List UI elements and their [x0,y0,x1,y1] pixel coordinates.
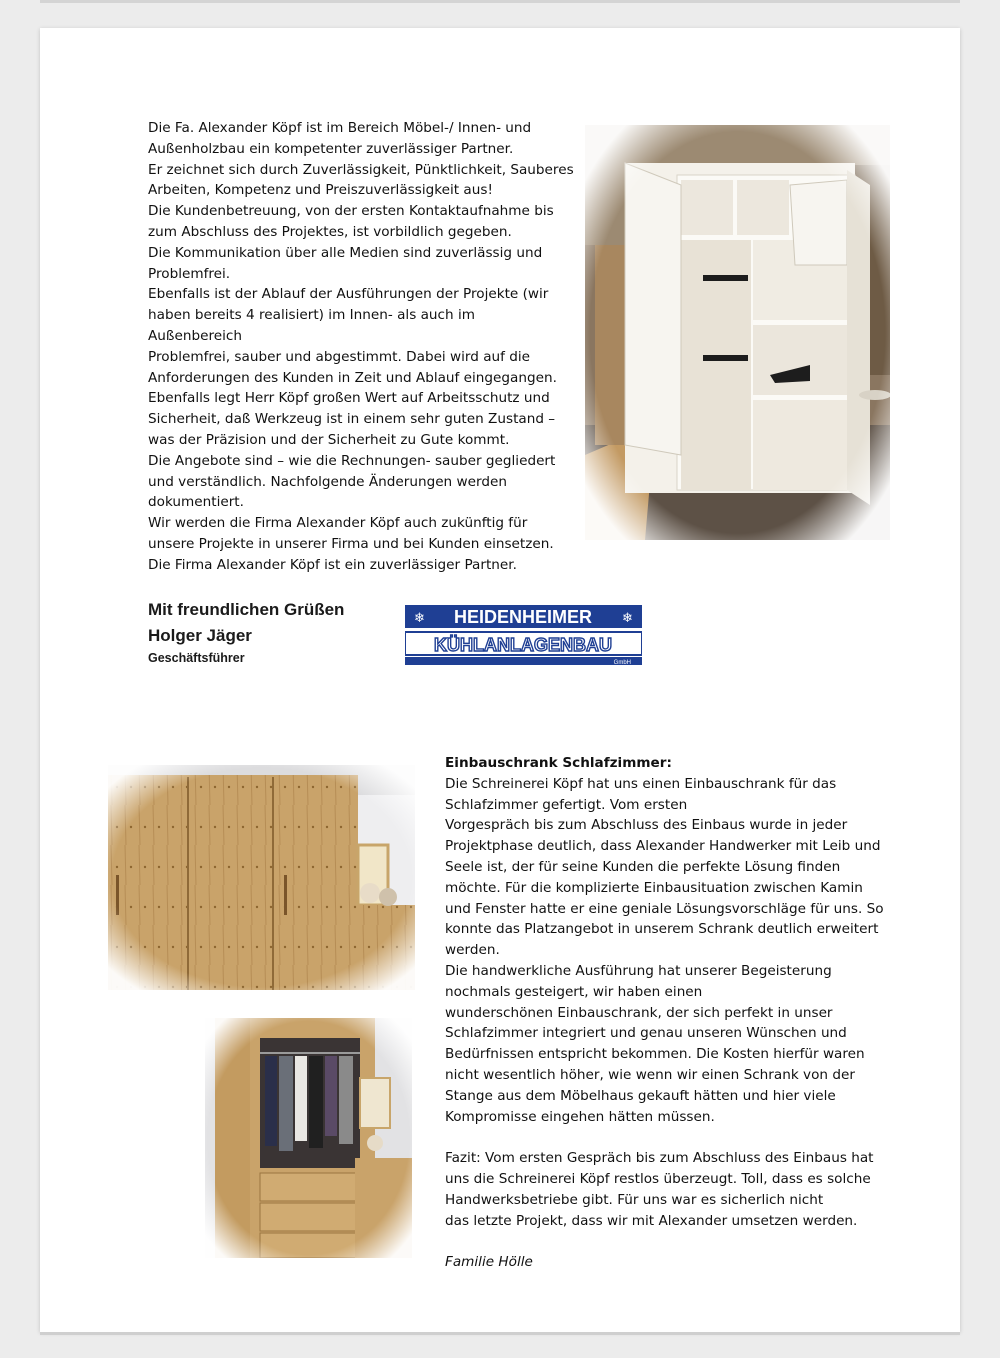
review-line: nicht wesentlich höher, wie wenn wir einen Schrank von der [445,1066,855,1083]
letter-line: Ebenfalls ist der Ablauf der Ausführungen der Projekte (wir [148,286,549,303]
review-line: werden. [445,942,500,959]
letter-line: Sicherheit, daß Werkzeug ist in einem sehr guten Zustand – [148,411,556,428]
review-conclusion-line: das letzte Projekt, dass wir mit Alexander umsetzen werden. [445,1212,858,1229]
review-title: Einbauschrank Schlafzimmer: [445,755,672,771]
review-line: Kompromisse eingehen hätten müssen. [445,1108,715,1125]
review-spacer [445,1127,884,1148]
review-line: Seele ist, der für seine Kunden die perfekte Lösung finden [445,858,841,875]
letter-line: Die Kundenbetreuung, von der ersten Kontaktaufnahme bis [148,203,554,220]
top-divider [40,0,960,3]
workshop-cabinet-photo [585,125,890,540]
letter-line: Die Kommunikation über alle Medien sind zuverlässig und [148,244,543,261]
review-line: Schlafzimmer gefertigt. Vom ersten [445,796,688,813]
letter-body [148,118,574,576]
letter-line: Arbeiten, Kompetenz und Preiszuverlässigkeit aus! [148,182,493,199]
letter-line: Problemfrei. [148,265,231,282]
letter-line: Ebenfalls legt Herr Köpf großen Wert auf Arbeitsschutz und [148,390,550,407]
logo-line1: HEIDENHEIMER [453,607,593,627]
review-line: Die handwerkliche Ausführung hat unserer Begeisterung [445,962,832,979]
review-line: Schlafzimmer integriert und genau unseren Wünschen und [445,1025,847,1042]
svg-text:❄: ❄ [414,611,425,626]
signature-role: Geschäftsführer [148,651,245,665]
company-logo [405,605,642,665]
review-conclusion-line: Handwerksbetriebe gibt. Für uns war es sicherlich nicht [445,1191,824,1208]
review-line: Vorgespräch bis zum Abschluss des Einbaus wurde in jeder [445,817,848,834]
review-line: Die Schreinerei Köpf hat uns einen Einbauschrank für das [445,775,837,792]
review-line: Stange aus dem Möbelhaus gekauft hätten und hier viele [445,1087,836,1104]
letter-line: Anforderungen des Kunden in Zeit und Ablauf eingegangen. [148,369,557,386]
letter-line: Außenbereich [148,327,242,344]
letter-line: Außenholzbau ein kompetenter zuverlässiger Partner. [148,140,514,157]
letter-line: dokumentiert. [148,494,244,511]
letter-line: Wir werden die Firma Alexander Köpf auch zukünftig für [148,515,528,532]
letter-line: Er zeichnet sich durch Zuverlässigkeit, Pünktlichkeit, Sauberes [148,161,574,178]
review-sign-off: Familie Hölle [445,1254,533,1271]
svg-text:❄: ❄ [622,611,633,626]
review-line: nochmals gesteigert, wir haben einen [445,983,703,1000]
logo-line2: KÜHLANLAGENBAU [434,635,612,655]
review-conclusion-line: uns die Schreinerei Köpf restlos überzeugt. Toll, dass es solche [445,1170,871,1187]
bottom-divider [40,1332,960,1335]
review-line: möchte. Für die komplizierte Einbausituation zwischen Kamin [445,879,863,896]
letter-line: Die Firma Alexander Köpf ist ein zuverlässiger Partner. [148,556,517,573]
review-body [445,753,884,1273]
letter-line: unsere Projekte in unserer Firma und bei Kunden einsetzen. [148,535,554,552]
letter-line: was der Präzision und der Sicherheit zu Gute kommt. [148,431,510,448]
review-line: Projektphase deutlich, dass Alexander Handwerker mit Leib und [445,838,881,855]
signature-greeting: Mit freundlichen Grüßen [148,600,345,619]
letter-line: Die Fa. Alexander Köpf ist im Bereich Möbel-/ Innen- und [148,120,532,136]
letter-line: Problemfrei, sauber und abgestimmt. Dabei wird auf die [148,348,531,365]
wardrobe-closed-photo [108,765,415,990]
review-line: wunderschönen Einbauschrank, der sich perfekt in unser [445,1004,833,1021]
wardrobe-open-photo [205,1018,412,1258]
review-spacer [445,1231,884,1252]
letter-line: und verständlich. Nachfolgende Änderungen werden [148,473,507,490]
review-line: konnte das Platzangebot in unserem Schrank deutlich erweitert [445,921,879,938]
logo-suffix: GmbH [613,660,631,665]
signature-name: Holger Jäger [148,626,252,645]
review-conclusion-line: Fazit: Vom ersten Gespräch bis zum Abschluss des Einbaus hat [445,1150,874,1167]
review-line: Bedürfnissen entspricht bekommen. Die Kosten hierfür waren [445,1046,865,1063]
letter-line: Die Angebote sind – wie die Rechnungen- sauber gegliedert [148,452,556,469]
review-line: und Fenster hatte er eine geniale Lösungsvorschläge für uns. So [445,900,884,917]
letter-line: haben bereits 4 realisiert) im Innen- als auch im [148,307,475,324]
letter-line: zum Abschluss des Projektes, ist vorbildlich gegeben. [148,223,512,240]
